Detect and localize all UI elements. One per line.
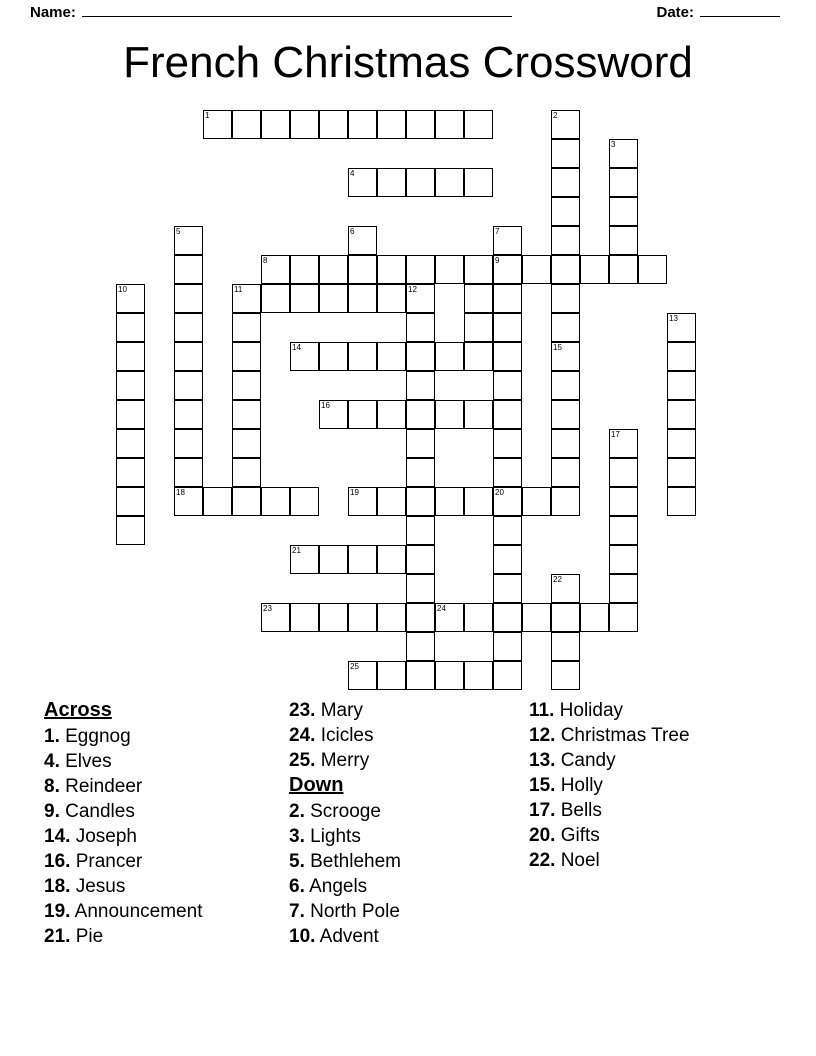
grid-cell[interactable] (116, 516, 145, 545)
grid-cell-number: 5 (176, 227, 181, 236)
grid-cell[interactable] (290, 255, 319, 284)
clue-item (289, 723, 519, 748)
grid-cell[interactable] (377, 487, 406, 516)
grid-cell[interactable] (116, 458, 145, 487)
name-label: Name: (30, 4, 76, 21)
grid-cell-3[interactable] (609, 139, 638, 168)
clue-text: Holly (555, 775, 603, 796)
grid-cell[interactable] (174, 429, 203, 458)
grid-cell-21[interactable] (290, 545, 319, 574)
grid-cell[interactable] (116, 429, 145, 458)
clue-item (289, 698, 519, 723)
clue-item (529, 698, 789, 723)
clue-item (289, 824, 519, 849)
down-clue-list-part1 (289, 799, 519, 949)
grid-cell[interactable] (609, 197, 638, 226)
grid-cell[interactable] (377, 400, 406, 429)
grid-cell-18[interactable] (174, 487, 203, 516)
grid-cell[interactable] (232, 400, 261, 429)
clue-item (44, 874, 284, 899)
grid-cell-11[interactable] (232, 284, 261, 313)
grid-cell-20[interactable] (493, 487, 522, 516)
grid-cell[interactable] (377, 661, 406, 690)
clue-item (529, 773, 789, 798)
clue-text: Prancer (70, 851, 143, 872)
grid-cell[interactable] (609, 603, 638, 632)
grid-cell[interactable] (464, 168, 493, 197)
clue-number: 24. (289, 725, 316, 746)
grid-cell[interactable] (493, 545, 522, 574)
name-date-line (30, 4, 786, 21)
grid-cell-16[interactable] (319, 400, 348, 429)
grid-cell-number: 2 (553, 111, 558, 120)
grid-cell-7[interactable] (493, 226, 522, 255)
grid-cell[interactable] (667, 487, 696, 516)
clue-number: 15. (529, 775, 556, 796)
grid-cell[interactable] (348, 400, 377, 429)
grid-cell[interactable] (493, 429, 522, 458)
grid-cell[interactable] (116, 400, 145, 429)
grid-cell[interactable] (435, 342, 464, 371)
grid-cell[interactable] (319, 110, 348, 139)
grid-cell[interactable] (435, 487, 464, 516)
grid-cell[interactable] (290, 603, 319, 632)
clue-text: Pie (70, 926, 104, 947)
grid-cell[interactable] (174, 458, 203, 487)
grid-cell[interactable] (174, 400, 203, 429)
grid-cell[interactable] (609, 516, 638, 545)
grid-cell-number: 7 (495, 227, 500, 236)
grid-cell[interactable] (464, 661, 493, 690)
grid-cell[interactable] (551, 313, 580, 342)
clue-text: Lights (304, 826, 361, 847)
grid-cell[interactable] (406, 603, 435, 632)
grid-cell[interactable] (609, 168, 638, 197)
grid-cell[interactable] (464, 255, 493, 284)
clue-text: Christmas Tree (555, 725, 690, 746)
clue-item (289, 748, 519, 773)
grid-cell-13[interactable] (667, 313, 696, 342)
across-clue-list-part2 (289, 698, 519, 773)
clue-text: Jesus (70, 876, 126, 897)
grid-cell[interactable] (377, 168, 406, 197)
grid-cell[interactable] (406, 371, 435, 400)
grid-cell[interactable] (667, 342, 696, 371)
clue-number: 4. (44, 751, 60, 772)
grid-cell[interactable] (493, 458, 522, 487)
clue-number: 11. (529, 700, 555, 721)
clue-number: 22. (529, 850, 556, 871)
grid-cell[interactable] (551, 226, 580, 255)
grid-cell[interactable] (493, 661, 522, 690)
grid-cell[interactable] (522, 603, 551, 632)
clue-text: Advent (315, 926, 379, 947)
grid-cell[interactable] (261, 284, 290, 313)
grid-cell[interactable] (406, 255, 435, 284)
clue-text: Angels (304, 876, 368, 897)
grid-cell-number: 17 (611, 430, 620, 439)
grid-cell[interactable] (551, 284, 580, 313)
clue-item (44, 799, 284, 824)
grid-cell[interactable] (174, 313, 203, 342)
grid-cell-number: 10 (118, 285, 127, 294)
clue-text: Icicles (315, 725, 374, 746)
clue-number: 5. (289, 851, 305, 872)
grid-cell[interactable] (406, 342, 435, 371)
grid-cell[interactable] (406, 313, 435, 342)
grid-cell[interactable] (348, 110, 377, 139)
grid-cell[interactable] (493, 632, 522, 661)
clues-column-2 (289, 698, 519, 949)
grid-cell[interactable] (464, 603, 493, 632)
grid-cell[interactable] (609, 255, 638, 284)
grid-cell-9[interactable] (493, 255, 522, 284)
grid-cell[interactable] (435, 661, 464, 690)
grid-cell[interactable] (232, 342, 261, 371)
grid-cell[interactable] (290, 110, 319, 139)
grid-cell[interactable] (116, 487, 145, 516)
grid-cell[interactable] (551, 632, 580, 661)
grid-cell[interactable] (551, 603, 580, 632)
grid-cell[interactable] (464, 313, 493, 342)
grid-cell[interactable] (493, 400, 522, 429)
grid-cell[interactable] (203, 487, 232, 516)
date-blank-line[interactable] (700, 4, 780, 17)
across-heading: Across (44, 699, 112, 721)
grid-cell[interactable] (290, 487, 319, 516)
grid-cell-number: 21 (292, 546, 301, 555)
grid-cell-number: 15 (553, 343, 562, 352)
grid-cell-number: 18 (176, 488, 185, 497)
grid-cell-number: 9 (495, 256, 500, 265)
grid-cell[interactable] (406, 516, 435, 545)
clue-item (529, 723, 789, 748)
grid-cell[interactable] (493, 574, 522, 603)
clue-number: 10. (289, 926, 316, 947)
clue-text: Merry (315, 750, 370, 771)
clue-text: Candy (555, 750, 616, 771)
date-label: Date: (656, 4, 694, 21)
grid-cell[interactable] (493, 342, 522, 371)
grid-cell-5[interactable] (174, 226, 203, 255)
grid-cell[interactable] (406, 168, 435, 197)
grid-cell-15[interactable] (551, 342, 580, 371)
grid-cell[interactable] (493, 603, 522, 632)
grid-cell[interactable] (116, 342, 145, 371)
grid-cell[interactable] (551, 168, 580, 197)
grid-cell[interactable] (116, 371, 145, 400)
grid-cell-number: 22 (553, 575, 562, 584)
grid-cell-22[interactable] (551, 574, 580, 603)
clue-number: 19. (44, 901, 71, 922)
grid-cell[interactable] (377, 284, 406, 313)
grid-cell[interactable] (348, 255, 377, 284)
grid-cell[interactable] (174, 371, 203, 400)
grid-cell[interactable] (551, 255, 580, 284)
grid-cell-10[interactable] (116, 284, 145, 313)
date-group (656, 4, 786, 21)
clue-text: Mary (315, 700, 363, 721)
grid-cell[interactable] (667, 400, 696, 429)
grid-cell-1[interactable] (203, 110, 232, 139)
grid-cell[interactable] (551, 371, 580, 400)
clue-text: Eggnog (59, 726, 131, 747)
grid-cell[interactable] (319, 342, 348, 371)
grid-cell[interactable] (261, 110, 290, 139)
clue-number: 3. (289, 826, 305, 847)
grid-cell[interactable] (464, 110, 493, 139)
clue-item (289, 874, 519, 899)
grid-cell-number: 23 (263, 604, 272, 613)
grid-cell[interactable] (377, 255, 406, 284)
grid-cell[interactable] (609, 545, 638, 574)
grid-cell-14[interactable] (290, 342, 319, 371)
grid-cell[interactable] (232, 487, 261, 516)
clue-text: North Pole (304, 901, 400, 922)
grid-cell[interactable] (319, 255, 348, 284)
grid-cell[interactable] (464, 400, 493, 429)
grid-cell-number: 3 (611, 140, 616, 149)
grid-cell[interactable] (435, 400, 464, 429)
grid-cell[interactable] (464, 342, 493, 371)
grid-cell-number: 19 (350, 488, 359, 497)
grid-cell[interactable] (551, 458, 580, 487)
clue-number: 12. (529, 725, 556, 746)
grid-cell[interactable] (348, 342, 377, 371)
clue-number: 21. (44, 926, 71, 947)
grid-cell[interactable] (406, 458, 435, 487)
grid-cell[interactable] (580, 603, 609, 632)
grid-cell-number: 12 (408, 285, 417, 294)
grid-cell[interactable] (551, 139, 580, 168)
grid-cell-19[interactable] (348, 487, 377, 516)
clue-number: 2. (289, 801, 305, 822)
grid-cell[interactable] (348, 603, 377, 632)
grid-cell[interactable] (377, 545, 406, 574)
grid-cell[interactable] (348, 545, 377, 574)
clue-text: Reindeer (59, 776, 143, 797)
grid-cell[interactable] (551, 429, 580, 458)
clue-item (44, 824, 284, 849)
page-title: French Christmas Crossword (123, 38, 693, 87)
grid-cell[interactable] (638, 255, 667, 284)
grid-cell[interactable] (609, 226, 638, 255)
clue-text: Noel (555, 850, 600, 871)
clue-item (289, 924, 519, 949)
grid-cell[interactable] (435, 255, 464, 284)
grid-cell[interactable] (174, 342, 203, 371)
clue-text: Joseph (70, 826, 137, 847)
clue-text: Scrooge (304, 801, 381, 822)
clue-item (44, 899, 284, 924)
grid-cell[interactable] (435, 110, 464, 139)
grid-cell[interactable] (493, 313, 522, 342)
clue-number: 25. (289, 750, 316, 771)
clue-number: 18. (44, 876, 71, 897)
down-heading: Down (289, 774, 344, 796)
grid-cell[interactable] (232, 429, 261, 458)
clues-column-1 (44, 698, 284, 949)
grid-cell-number: 8 (263, 256, 268, 265)
grid-cell[interactable] (522, 255, 551, 284)
clue-number: 6. (289, 876, 305, 897)
grid-cell[interactable] (232, 458, 261, 487)
grid-cell[interactable] (406, 661, 435, 690)
grid-cell[interactable] (377, 110, 406, 139)
clue-item (44, 849, 284, 874)
grid-cell[interactable] (551, 197, 580, 226)
grid-cell-24[interactable] (435, 603, 464, 632)
clues-column-3 (529, 698, 789, 873)
grid-cell[interactable] (290, 284, 319, 313)
grid-cell[interactable] (493, 371, 522, 400)
grid-cell[interactable] (406, 400, 435, 429)
grid-cell-number: 14 (292, 343, 301, 352)
clue-text: Announcement (70, 901, 203, 922)
grid-cell[interactable] (551, 400, 580, 429)
clue-number: 17. (529, 800, 556, 821)
clue-item (529, 798, 789, 823)
clue-item (44, 924, 284, 949)
grid-cell-number: 24 (437, 604, 446, 613)
grid-cell[interactable] (319, 284, 348, 313)
grid-cell[interactable] (667, 371, 696, 400)
clue-item (289, 799, 519, 824)
grid-cell[interactable] (406, 429, 435, 458)
grid-cell[interactable] (609, 487, 638, 516)
clue-number: 8. (44, 776, 60, 797)
clue-text: Candles (59, 801, 135, 822)
clue-item (44, 749, 284, 774)
grid-cell[interactable] (174, 284, 203, 313)
grid-cell[interactable] (580, 255, 609, 284)
clue-number: 9. (44, 801, 60, 822)
grid-cell[interactable] (609, 574, 638, 603)
crossword-grid[interactable] (0, 100, 816, 700)
grid-cell[interactable] (377, 603, 406, 632)
grid-cell[interactable] (551, 487, 580, 516)
clue-item (529, 748, 789, 773)
grid-cell-4[interactable] (348, 168, 377, 197)
clue-number: 23. (289, 700, 316, 721)
clue-item (289, 899, 519, 924)
grid-cell[interactable] (493, 516, 522, 545)
grid-cell[interactable] (348, 284, 377, 313)
grid-cell[interactable] (406, 110, 435, 139)
grid-cell[interactable] (377, 342, 406, 371)
clue-item (289, 849, 519, 874)
grid-cell[interactable] (232, 110, 261, 139)
grid-cell[interactable] (406, 574, 435, 603)
grid-cell[interactable] (261, 487, 290, 516)
clue-number: 1. (44, 726, 60, 747)
grid-cell-number: 6 (350, 227, 355, 236)
grid-cell[interactable] (406, 632, 435, 661)
grid-cell[interactable] (116, 313, 145, 342)
grid-cell[interactable] (232, 371, 261, 400)
grid-cell[interactable] (609, 458, 638, 487)
grid-cell[interactable] (319, 603, 348, 632)
down-clue-list-part2 (529, 698, 789, 873)
grid-cell-2[interactable] (551, 110, 580, 139)
grid-cell[interactable] (174, 255, 203, 284)
clue-number: 14. (44, 826, 71, 847)
grid-cell[interactable] (464, 487, 493, 516)
grid-cell-number: 4 (350, 169, 355, 178)
grid-cell-number: 16 (321, 401, 330, 410)
clue-item (529, 823, 789, 848)
grid-cell-number: 11 (234, 285, 243, 294)
grid-cell[interactable] (464, 284, 493, 313)
grid-cell[interactable] (667, 429, 696, 458)
grid-cell-number: 1 (205, 111, 210, 120)
clue-text: Gifts (555, 825, 600, 846)
grid-cell-23[interactable] (261, 603, 290, 632)
grid-cell[interactable] (406, 487, 435, 516)
clue-item (529, 848, 789, 873)
grid-cell-number: 25 (350, 662, 359, 671)
grid-cell-number: 13 (669, 314, 678, 323)
grid-cell[interactable] (319, 545, 348, 574)
grid-cell-17[interactable] (609, 429, 638, 458)
grid-cell-number: 20 (495, 488, 504, 497)
clue-number: 7. (289, 901, 305, 922)
grid-cell-6[interactable] (348, 226, 377, 255)
grid-cell[interactable] (232, 313, 261, 342)
across-clue-list-part1 (44, 724, 284, 949)
clue-text: Bells (555, 800, 602, 821)
clue-number: 20. (529, 825, 556, 846)
grid-cell-25[interactable] (348, 661, 377, 690)
grid-cell[interactable] (551, 661, 580, 690)
grid-cell-12[interactable] (406, 284, 435, 313)
clue-item (44, 724, 284, 749)
clue-text: Bethlehem (304, 851, 401, 872)
grid-cell[interactable] (493, 284, 522, 313)
clue-text: Holiday (554, 700, 624, 721)
grid-cell[interactable] (406, 545, 435, 574)
grid-cell[interactable] (522, 487, 551, 516)
clue-item (44, 774, 284, 799)
grid-cell-8[interactable] (261, 255, 290, 284)
clue-text: Elves (59, 751, 112, 772)
grid-cell[interactable] (667, 458, 696, 487)
clue-number: 13. (529, 750, 556, 771)
grid-cell[interactable] (435, 168, 464, 197)
clue-number: 16. (44, 851, 71, 872)
name-blank-line[interactable] (82, 4, 512, 17)
